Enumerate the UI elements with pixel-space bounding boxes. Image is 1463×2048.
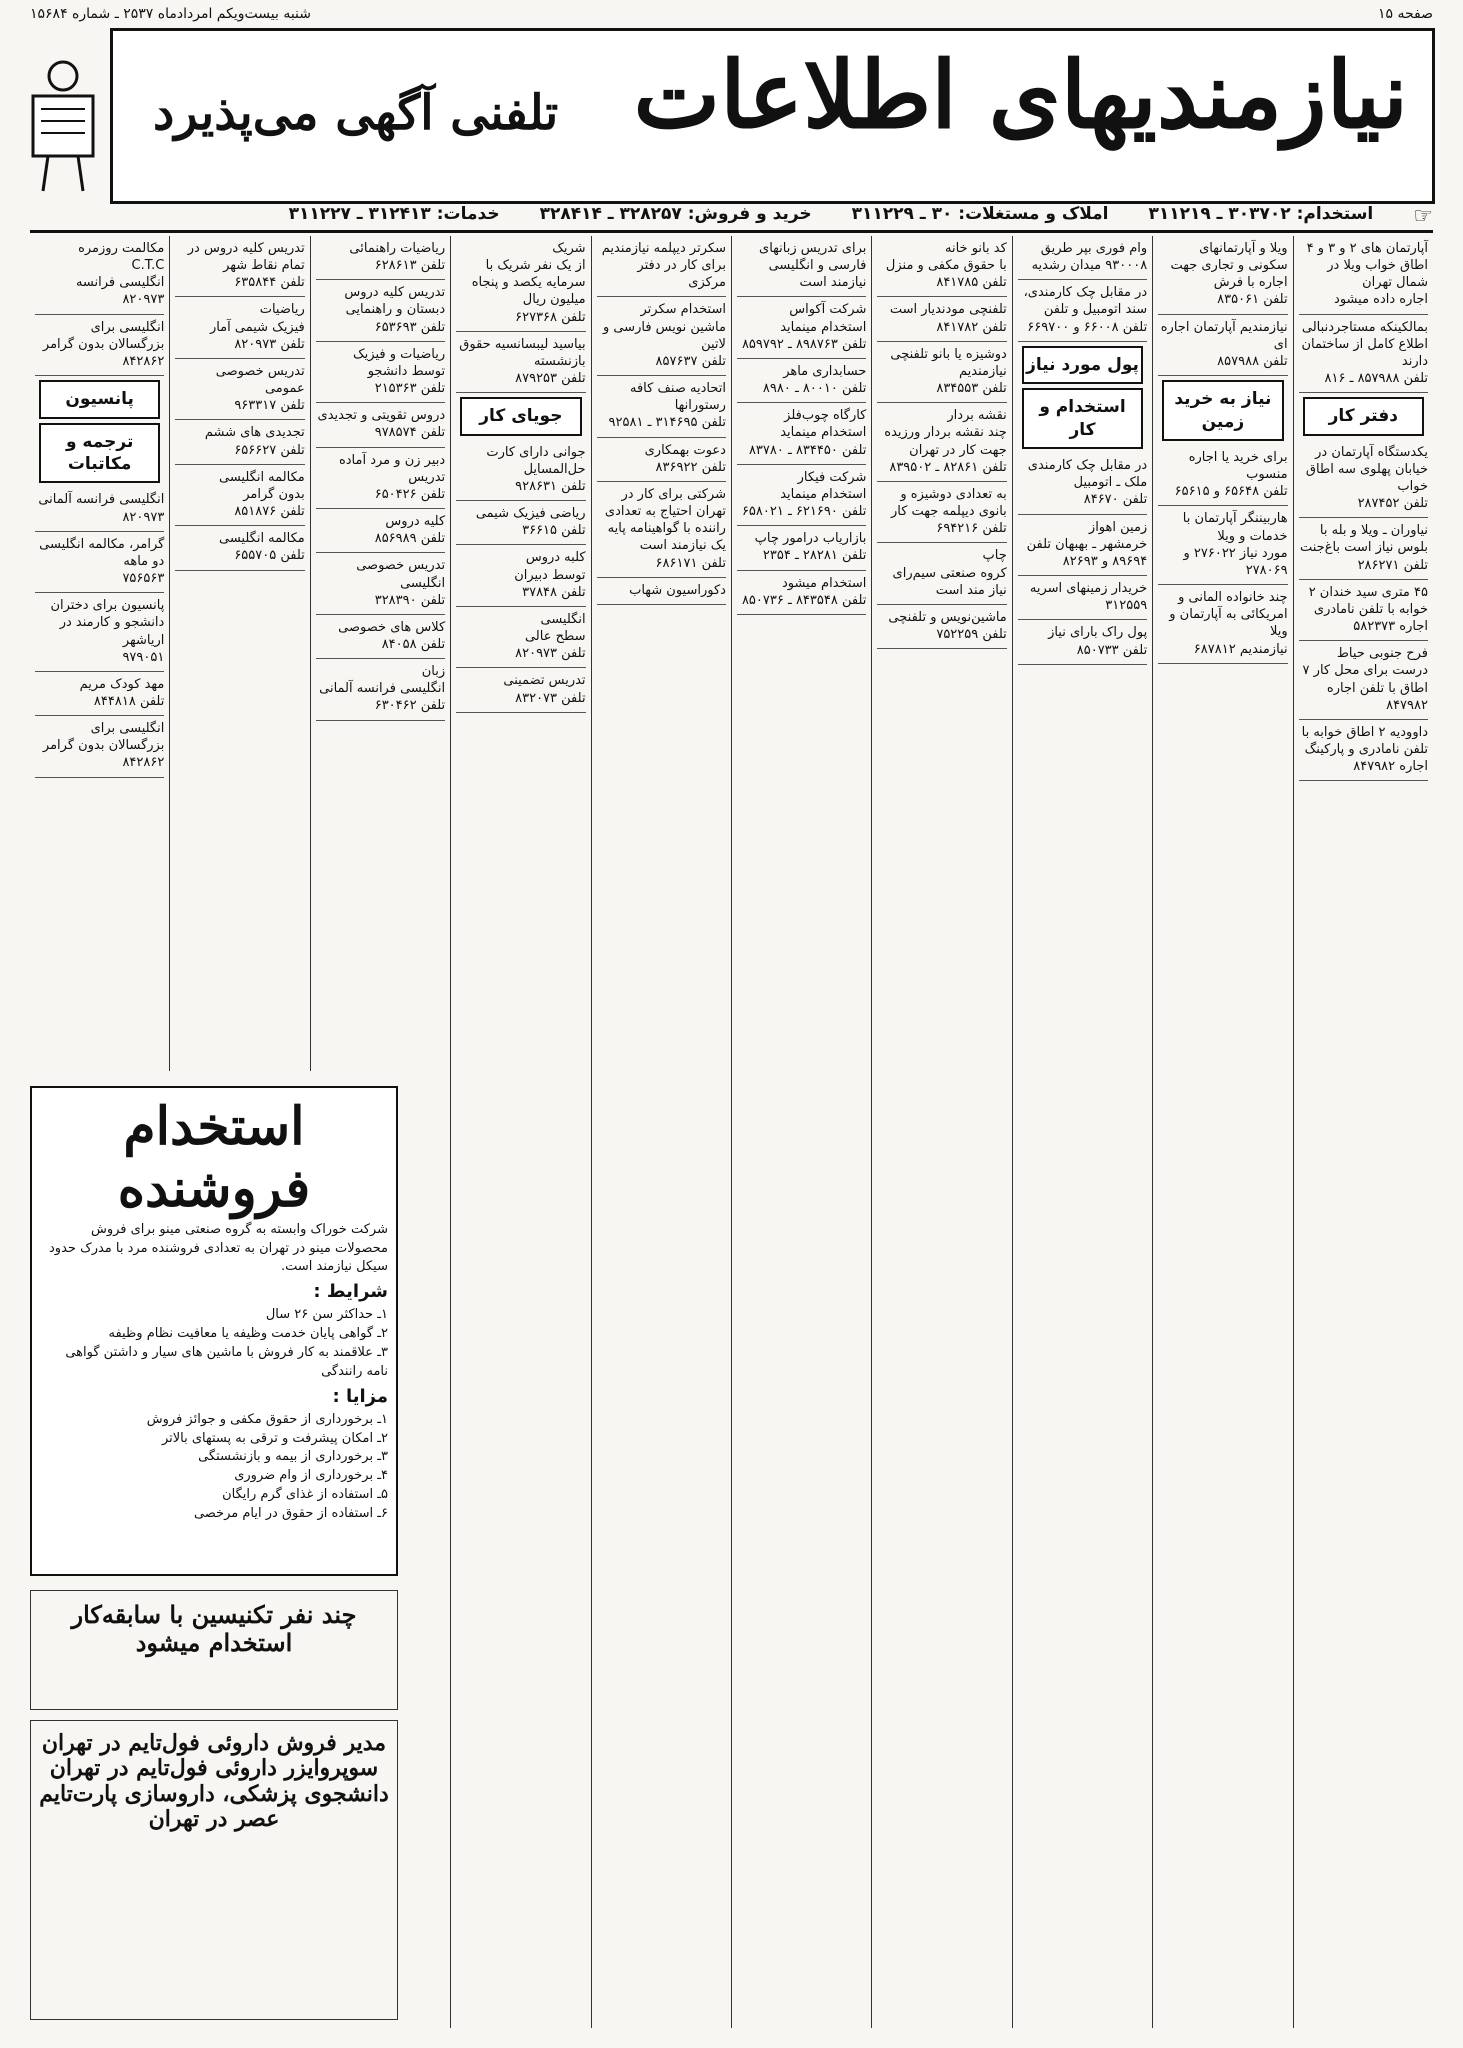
classified-ad [877,605,1006,649]
classified-ad [316,553,445,614]
ad-text: زبان انگلیسی فرانسه آلمانی تلفن ۶۳۰۴۶۲ [319,664,446,714]
ad-text: کلاس های خصوصی تلفن ۸۴۰۵۸ [338,619,446,652]
classified-ad [1018,236,1147,280]
classified-ad [737,297,866,358]
ad-text: انگلیسی برای بزرگسالان بدون گرامر ۸۴۲۸۶۲ [42,319,165,369]
ad-text: کد بانو خانه با حقوق مکفی و منزل تلفن ۸۴۱۷۸۵ [885,241,1007,291]
classified-ad [316,448,445,509]
classified-ad [1018,620,1147,664]
classified-ad [597,482,726,578]
ad-text: کارگاه چوب‌فلز استخدام مینماید تلفن ۸۳۴۴۵۰ ـ ۸۳۷۸۰ [748,408,867,458]
ad-text: دوشیزه یا بانو تلفنچی نیازمندیم تلفن ۸۳۴۵۵۳ [890,346,1007,397]
ad-text: فرح جنوبی حیاط درست برای محل کار ۷ اطاق با تلفن اجاره ۸۴۷۹۸۲ [1302,646,1428,713]
ad-text: مکالمه انگلیسی بدون گرامر تلفن ۸۵۱۸۷۶ [218,469,305,520]
classified-ad [597,438,726,482]
classified-ad [1158,315,1287,376]
classified-ad [456,332,585,393]
ad-text: دبیر زن و مرد آماده تدریس تلفن ۶۵۰۴۲۶ [338,452,446,502]
phone-bar [30,204,1433,233]
section-header-box: نیاز به خرید زمین [1162,380,1283,441]
page-topline [30,6,1433,26]
phone-group: خرید و فروش: ۳۲۸۲۵۷ ـ ۳۲۸۴۱۴ [539,204,812,224]
ad-text: تدریس کلیه دروس دبستان و راهنمایی تلفن ۶۵۳۶۹۳ [344,285,446,335]
ad-text: سکرتر دیپلمه نیازمندیم برای کار در دفتر مرکزی [601,241,726,291]
classified-ad [737,403,866,464]
ad-text: استخدام میشود تلفن ۸۴۳۵۴۸ ـ ۸۵۰۷۳۶ [741,575,867,608]
ad-text: کلیه دروس تلفن ۸۵۶۹۸۹ [374,514,446,547]
ad-text: دعوت بهمکاری تلفن ۸۳۶۹۲۲ [644,442,726,475]
conditions-list: ۱ـ حداکثر سن ۲۶ سال ۲ـ گواهی پایان خدمت وظیفه یا معافیت نظام وظیفه ۳ـ علاقمند به کار فروش با ماشین های سیار و داشتن گواهی نامه رانندگی [65,1307,388,1379]
ad-text: گرامر، مکالمه انگلیسی دو ماهه ۷۵۶۵۶۳ [39,536,165,587]
ad-column [871,236,1011,2028]
ad-text: تدریس کلیه دروس در تمام نقاط شهر تلفن ۶۳۵۸۴۴ [187,241,305,291]
issue-date: شنبه بیست‌ویکم امرداد‌ماه ۲۵۳۷ ـ شماره ۱۵۶۸۴ [30,6,311,22]
classified-ad [877,297,1006,341]
ad-text: شریک از یک نفر شریک با سرمایه یکصد و پنجاه میلیون ریال تلفن ۶۲۷۳۶۸ [471,241,586,325]
classified-ad [737,526,866,570]
classified-ad [877,543,1006,604]
classified-ad [175,420,304,464]
classified-ad [597,297,726,376]
ad-text: ۴۵ متری سید خندان ۲ خوابه با تلفن نامادری اجاره ۵۸۲۳۷۳ [1308,584,1428,635]
ad-text: بمالکینکه مستاجر‌دنبالی اطلاع کامل از ساختمان دارند تلفن ۸۵۷۹۸۸ ـ ۸۱۶ [1301,319,1428,387]
ad-text: استخدام سکرتر ماشین نویس فارسی و لاتین تلفن ۸۵۷۶۳۷ [602,302,726,369]
pointing-hand-icon: ☞ [1413,204,1433,229]
masthead [110,28,1435,204]
classified-ad [456,440,585,501]
classified-ad [877,236,1006,297]
classified-ad [35,532,164,593]
classified-ad [175,359,304,420]
classified-ad [597,376,726,437]
ad-text: نقشه بردار چند نقشه بردار ورزیده جهت کار در تهران تلفن ۸۲۸۶۱ ـ ۸۳۹۵۰۲ [884,408,1007,475]
ad-text: مهد کودک مریم تلفن ۸۴۴۸۱۸ [79,676,165,709]
ad-text: وام فوری بپر طریق ۹۳۰۰۰۸ میدان رشدیه [1031,241,1148,274]
technician-ad: چند نفر تکنیسین با سابقه‌کار استخدام میشود [30,1590,398,1710]
ad-text: حسابداری ماهر تلفن ۸۰۰۱۰ ـ ۸۹۸۰ [762,363,867,397]
section-header-box: پانسیون [39,380,160,418]
classified-ad [456,545,585,606]
classified-ad [35,593,164,672]
classified-ad [35,672,164,716]
classified-ad [175,465,304,526]
ad-text: ریاضیات فیزیک شیمی آمار تلفن ۸۲۰۹۷۳ [209,302,305,352]
classified-ad [737,571,866,615]
benefits-list: ۱ـ برخورداری از حقوق مکفی و جوائز فروش ۲ـ امکان پیشرفت و ترقی به پستهای بالاتر ۳ـ برخورداری از بیمه و بازنشستگی ۴ـ برخورداری از وام ضروری ۵ـ استفاده از غذای گرم رایگان ۶ـ استفاده از حقوق در ایام مرخصی [146,1411,388,1521]
ad-text: انگلیسی برای بزرگسالان بدون گرامر ۸۴۲۸۶۲ [42,721,165,771]
classified-ad [1018,453,1147,514]
ad-column [591,236,731,2028]
classified-ad [1018,576,1147,620]
ad-text: اتحادیه صنف کافه رستورانها تلفن ۳۱۴۶۹۵ ـ ۹۲۵۸۱ [608,381,726,431]
masthead-subtitle: تلفنی آگهی می‌پذیرد [153,85,559,141]
classified-ad [456,607,585,668]
classified-ad [175,297,304,358]
classified-ad [1158,236,1287,315]
section-header-box: جویای کار [460,397,581,435]
ad-text: برای تدریس زبانهای فارسی و انگلیسی نیازمند است [759,241,867,291]
classified-ad [1299,315,1428,394]
ad-text: تدریس تضمینی تلفن ۸۳۲۰۷۳ [503,673,586,706]
classified-ad [737,359,866,403]
ad-column [310,236,450,1071]
ad-column [450,236,590,2028]
phone-group: خدمات: ۳۱۲۴۱۳ ـ ۳۱۱۲۲۷ [288,204,500,224]
ad-text: در مقابل چک کارمندی ملک ـ اتومبیل تلفن ۸۴۶۷۰ [1027,458,1148,508]
classified-ad [35,716,164,777]
ad-text: هاربیننگر آپارتمان با خدمات و ویلا مورد نیاز ۲۷۶۰۲۲ و ۲۷۸۰۶۹ [1182,511,1288,578]
ad-text: ویلا و آپارتمانهای سکونی و تجاری جهت اجاره با فرش تلفن ۸۳۵۰۶۱ [1170,241,1288,308]
ad-text: چاپ کروه صنعتی سیم‌رای نیاز مند است [892,548,1007,598]
ad-text: به تعدادی دوشیزه و بانوی دیپلمه جهت کار تلفن ۶۹۴۲۱۶ [890,486,1007,537]
ad-text: تدریس خصوصی عمومی تلفن ۹۶۳۳۱۷ [215,363,305,414]
classified-ad [35,236,164,315]
classified-ad [1299,518,1428,579]
classified-ad [1018,280,1147,341]
classified-ad [316,509,445,553]
ad-text: شرکتی برای کار در تهران احتیاج به تعدادی راننده با گواهینامه پایه یک نیازمند است تلفن ۶۸۶۱۷۱ [604,486,726,571]
classified-ad [737,236,866,297]
classified-ad [737,465,866,526]
ad-text: دروس تقویتی و تجدیدی تلفن ۹۷۸۵۷۴ [317,408,446,441]
classified-ad [316,236,445,280]
ad-text: داوودیه ۲ اطاق خوابه با تلفن نامادری و پارکینگ اجاره ۸۴۷۹۸۲ [1301,724,1428,775]
classified-ad [877,482,1006,543]
classified-ad [1299,641,1428,720]
classified-ad [316,280,445,341]
ad-column [1152,236,1292,2028]
ad-text: انگلیسی سطح عالی تلفن ۸۲۰۹۷۳ [515,611,586,662]
pharma-sales-ad: مدیر فروش داروئی فول‌تایم در تهران سوپروایزر داروئی فول‌تایم در تهران دانشجوی پزشکی، داروسازی پارت‌تایم عصر در تهران [30,1720,398,2020]
ad-column [169,236,309,1071]
classified-ad [35,315,164,376]
ad-text: زمین اهواز خرمشهر ـ بهبهان تلفن ۸۹۶۹۴ و ۸۲۶۹۳ [1026,519,1148,569]
classified-ad [877,342,1006,403]
classified-ad [1299,236,1428,315]
classified-ad [175,236,304,297]
classified-ad [1158,506,1287,585]
ad-text: ریاضیات راهنمائی تلفن ۶۲۸۶۱۳ [349,241,446,274]
ad-text: چند خانواده المانی و امریکائی به آپارتمان و ویلا نیازمندیم ۶۸۷۸۱۲ [1169,590,1288,657]
ad-text: ریاضیات و فیزیک توسط دانشجو تلفن ۲۱۵۳۶۳ [353,346,446,397]
classified-ad [316,659,445,720]
ad-text: تدریس خصوصی انگلیسی تلفن ۳۲۸۳۹۰ [356,558,446,608]
ad-text: کلبه دروس توسط دبیران تلفن ۳۷۸۴۸ [514,550,586,600]
ad-text: یکدستگاه آپارتمان در خیابان پهلوی سه اطاق خواب تلفن ۲۸۷۴۵۲ [1305,444,1428,512]
ad-text: پول راک بارای نیاز تلفن ۸۵۰۷۳۳ [1048,625,1148,658]
benefits-heading: مزایا : [332,1385,388,1407]
classified-ad [597,578,726,605]
salesman-hiring-ad [30,1086,398,1576]
classified-ad [316,403,445,447]
ad-text: جوانی دارای کارت حل‌المسایل تلفن ۹۲۸۶۳۱ [486,444,586,494]
ad-column [731,236,871,2028]
classified-ad [597,236,726,297]
ad-text: نیاوران ـ ویلا و بله با بلوس نیاز است باغ‌جنت تلفن ۲۸۶۲۷۱ [1299,523,1428,573]
ad-text: پانسیون برای دختران دانشجو و کارمند در اریاشهر ۹۷۹۰۵۱ [50,598,165,665]
ad-text: ماشین‌نویس و تلفنچی تلفن ۷۵۲۲۵۹ [888,609,1007,642]
ad-text: بیاسید لیبسانسیه حقوق بازنشسته تلفن ۸۷۹۲۵۳ [459,336,586,387]
section-header-box: دفتر کار [1303,397,1424,435]
ad-text: آپارتمان های ۲ و ۳ و ۴ اطاق خواب ویلا در شمال تهران اجاره داده میشود [1306,241,1428,308]
ad-text: دکوراسیون شهاب [629,582,726,598]
ad-text: نیازمندیم آپارتمان اجاره ای تلفن ۸۵۷۹۸۸ [1160,319,1288,369]
classified-ad [316,342,445,403]
conditions-heading: شرایط : [313,1281,388,1303]
ad-column [1293,236,1433,2028]
ad-text: مکالمت روزمره C.T.C انگلیسی فرانسه ۸۲۰۹۷۳ [75,241,165,308]
ad-text: بازاریاب درامور چاپ تلفن ۲۸۲۸۱ ـ ۲۳۵۴ [754,531,867,564]
ad-column [30,236,169,1071]
ad-column [1012,236,1152,2028]
newspaper-reader-icon [13,51,113,201]
masthead-title: نیازمندیهای اطلاعات [633,41,1408,149]
classified-ad [456,668,585,712]
classified-ad [456,501,585,545]
classified-ad [456,236,585,332]
classified-ad [1158,585,1287,664]
ad-text: در مقابل چک کارمندی، سند اتومبیل و تلفن تلفن ۶۶۰۰۸ و ۶۶۹۷۰۰ [1023,285,1148,335]
classified-ad [1018,515,1147,576]
ad-text: تجدیدی های ششم تلفن ۶۵۶۶۲۷ [204,425,305,458]
ad-text: تلفنچی مودندیار است تلفن ۸۴۱۷۸۲ [889,302,1007,335]
section-header-box: استخدام و کار [1022,388,1143,449]
section-header-box: پول مورد نیاز [1022,346,1143,384]
classified-ad [316,615,445,659]
ad-text: ریاضی فیزیک شیمی تلفن ۳۶۶۱۵ [475,506,586,539]
salesman-ad-intro: شرکت خوراک وابسته به گروه صنعتی مینو برای فروش محصولات مینو در تهران به تعدادی فروشنده مرد با مدرک حدود سیکل نیازمند است. [49,1221,388,1275]
ad-text: خریدار زمینهای اسریه ۳۱۲۵۵۹ [1029,581,1148,614]
classified-ad [877,403,1006,482]
classified-ad [1299,580,1428,641]
ad-text: انگلیسی فرانسه آلمانی ۸۲۰۹۷۳ [38,492,165,525]
ad-text: شرکت فیکار استخدام مینماید تلفن ۶۲۱۶۹۰ ـ ۶۵۸۰۲۱ [741,469,867,520]
phone-group: استخدام: ۳۰۳۷۰۲ ـ ۳۱۱۲۱۹ [1148,204,1374,224]
page-number: صفحه ۱۵ [1377,6,1433,22]
classified-ad [1299,440,1428,519]
ad-text: مکالمه انگلیسی تلفن ۶۵۵۷۰۵ [218,531,305,564]
phone-group: املاک و مستغلات: ۳۰ ـ ۳۱۱۲۲۹ [851,204,1109,224]
section-header-box: ترجمه و مکاتبات [39,423,160,484]
ad-text: برای خرید یا اجاره منسوب تلفن ۶۵۶۴۸ و ۶۵۶۱۵ [1174,449,1288,500]
ad-text: شرکت آکواس استخدام مینماید تلفن ۸۹۸۷۶۳ ـ ۸۵۹۷۹۲ [741,302,867,352]
salesman-ad-title: استخدام فروشنده [117,1096,311,1220]
classified-ad [35,487,164,531]
classified-ad [1299,720,1428,781]
classified-ad [175,526,304,570]
classified-ad [1158,445,1287,506]
